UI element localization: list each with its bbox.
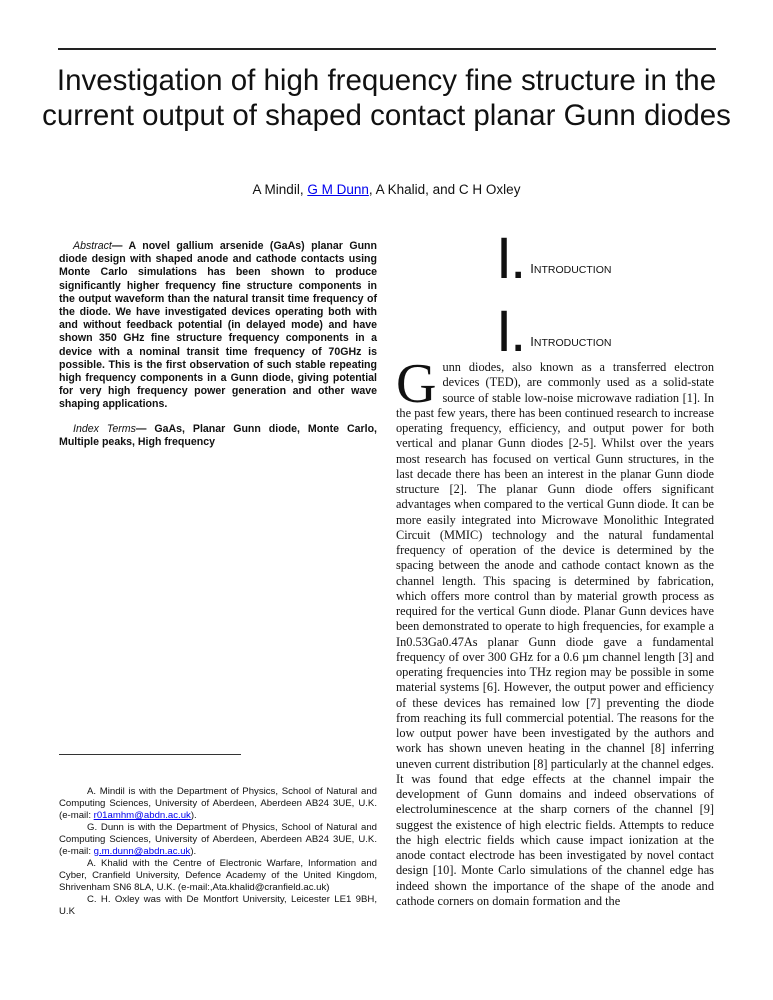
footnote-mindil-text: A. Mindil is with the Department of Physics, School of Natural and Computing Sciences, University of Aberdeen, Aberdeen AB24 3UE, U.K. (e-mail: (59, 786, 377, 821)
intro-text: unn diodes, also known as a transferred electron devices (TED), are commonly used as a solid-state source of stable low-noise microwave radiation [1]. In the past few years, there has been continued research to increase operating frequency, efficiency, and output power for both vertical and planar Gunn diodes [2-5]. Whilst over the years most research has focused on vertical Gunn structures, in the last decade there has been an interest in the planar Gunn diode structure [2]. The planar Gunn diode offers significant advantages when compared to the vertical Gunn diode. It can be more easily integrated into Microwave Monolithic Integrated Circuit (MMIC) technology and the natural fundamental frequency of operation of the device is determined by the spacing between the anode and cathode contact known as the channel length. This spacing is determined by fabrication, which offers more control than by material growth process as required for the vertical Gunn diode. Planar Gunn devices have been demonstrated to operate to high frequencies, for example a In0.53Ga0.47As planar Gunn diode gave a fundamental frequency of over 300 GHz for a 0.6 µm channel length [3] and operating frequencies into THz region may be possible in some material systems [6]. However, the output power and efficiency of these devices has remained low [7] preventing the diode from reaching its full commercial potential. The reasons for the low output power have been investigated by the authors and work has shown uneven heating in the channel [8] inferring uneven current distribution [8] particularly at the channel edges. It was found that edge effects at the channel impair the development of Gunn domains and indeed observations of electroluminescence at the sharp corners of the channel [9] suggest the existence of high electric fields. Attempts to reduce the high electric fields which cause impact ionization at the anode contact electrode has been investigated by novel contact design [10]. Monte Carlo simulations of the channel edge has indeed shown the importance of the shape of the anode and cathode corners on domain formation and the (396, 360, 714, 908)
section-heading-introduction-repeat (496, 299, 612, 364)
footnote-mindil (59, 786, 377, 822)
section-title-rest: NTRODUCTION (533, 337, 612, 349)
section-numeral: I (496, 226, 513, 291)
index-terms-label: Index Terms (73, 422, 136, 435)
email-mindil-link[interactable]: r01amhm@abdn.ac.uk (93, 810, 191, 821)
section-title-rest: NTRODUCTION (533, 264, 612, 276)
section-title-initial: I (530, 334, 534, 349)
index-terms-dash: — (135, 422, 147, 435)
left-column (59, 240, 377, 449)
index-terms (59, 423, 377, 449)
abstract-label: Abstract (73, 240, 112, 252)
author-line (0, 182, 773, 197)
footnote-mindil-end: ). (190, 810, 197, 821)
paper-title: Investigation of high frequency fine structure in the current output of shaped contact planar Gunn diodes (42, 64, 731, 132)
footnote-dunn-end: ). (190, 846, 197, 857)
footnote-khalid: A. Khalid with the Centre of Electronic Warfare, Information and Cyber, Cranfield University, Defence Academy of the United Kingdom, Shrivenham SN6 8LA, U.K. (e-mail:,Ata.khalid@cranfield.ac.uk) (59, 858, 377, 893)
footnote-dunn-text: G. Dunn is with the Department of Physics, School of Natural and Computing Sciences, University of Aberdeen, Aberdeen AB24 3UE, U.K. (e-mail: (59, 822, 377, 857)
section-heading-introduction (496, 226, 612, 291)
right-column (396, 353, 714, 909)
section-numeral: I (496, 299, 513, 364)
author-others: , A Khalid, and C H Oxley (368, 182, 521, 197)
email-dunn-link[interactable]: g.m.dunn@abdn.ac.uk (93, 846, 191, 857)
abstract-text: A novel gallium arsenide (GaAs) planar Gunn diode design with shaped anode and cathode contacts using Monte Carlo simulations has been shown to produce significantly higher frequency fine structure components in the output waveform than the natural transit time frequency of the diode. We have investigated devices operating both with and without feedback potential (in delayed mode) and have shown 350 GHz fine structure frequency components in a device with a nominal transit time frequency of 70GHz is possible. This is the first observation of such stable repeating high frequency components in a Gunn diode, giving potential for very high frequency power generation and other wave shaping applications. (59, 240, 377, 411)
author-dunn-link[interactable]: G M Dunn (307, 182, 369, 197)
drop-cap: G (396, 353, 437, 415)
author-mindil: A Mindil, (252, 182, 308, 197)
section-title (530, 334, 611, 349)
footnote-rule (59, 754, 241, 755)
section-title (530, 261, 611, 276)
intro-paragraph (396, 353, 714, 909)
section-dot: . (510, 299, 527, 364)
abstract-dash: — (111, 240, 123, 252)
index-terms-text: GaAs, Planar Gunn diode, Monte Carlo, Multiple peaks, High frequency (59, 422, 377, 448)
top-rule (58, 48, 716, 50)
footnote-dunn (59, 822, 377, 858)
abstract (59, 240, 377, 412)
footnotes (59, 786, 377, 918)
footnote-oxley: C. H. Oxley was with De Montfort University, Leicester LE1 9BH, U.K (59, 894, 377, 917)
section-dot: . (510, 226, 527, 291)
section-title-initial: I (530, 261, 534, 276)
